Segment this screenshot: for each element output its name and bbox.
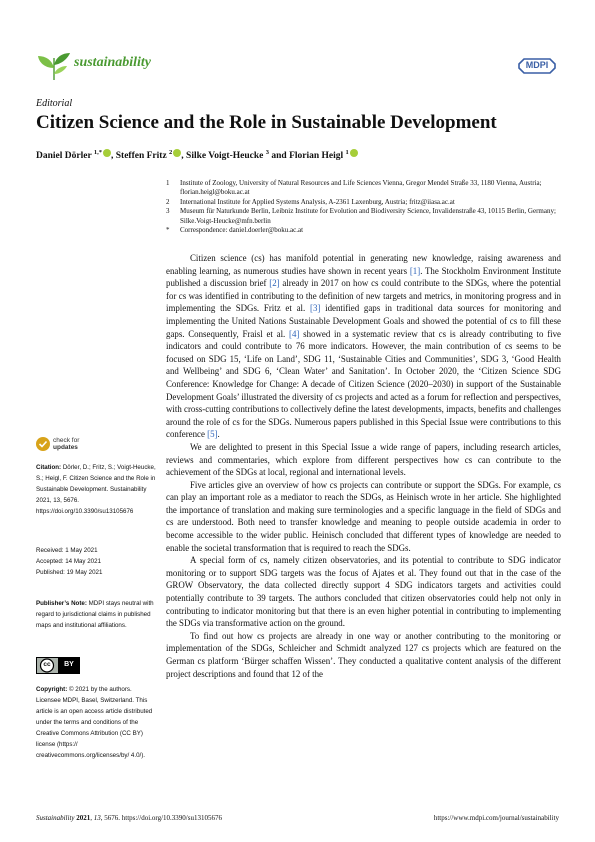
orcid-icon[interactable] xyxy=(103,149,111,157)
body-text: To find out how cs projects are already in one way or another contributing to the monitoring or implementation of the SDGs, Schleicher and Schmidt analyzed 127 cs projects which are featured on the German cs platform ‘Bürger schaffen Wissen’. They conducted a qualitative content analysis of the different project descriptions and found that 12 of the xyxy=(166,630,561,679)
citation-link[interactable]: [3] xyxy=(310,303,321,314)
publication-date: Published: 19 May 2021 xyxy=(36,569,103,576)
publisher-note xyxy=(36,598,158,631)
publication-date: Accepted: 14 May 2021 xyxy=(36,558,102,565)
orcid-icon[interactable] xyxy=(350,149,358,157)
publisher-name: MDPI xyxy=(525,60,549,70)
footer-year: 2021 xyxy=(74,814,91,822)
article-type: Editorial xyxy=(36,98,73,109)
affiliation-item xyxy=(166,179,566,198)
body-text: We are delighted to present in this Special Issue a wide range of papers, including research articles, reviews and commentaries, which explore from different perspectives how cs can contribute to the achievement of the SDGs at local, regional and international levels. xyxy=(166,441,561,478)
body-text: . xyxy=(217,429,220,440)
affiliation-text: International Institute for Applied Systems Analysis, A-2361 Laxenburg, Austria; fritz@iiasa.ac.at xyxy=(180,197,455,206)
citation-link[interactable]: [5] xyxy=(207,429,218,440)
copyright-label: Copyright: xyxy=(36,686,68,693)
publisher-note-text: MDPI stays neutral with regard to jurisdictional claims in published maps and institutional affiliations. xyxy=(36,600,154,629)
author-affiliation-marker: 1,* xyxy=(93,149,102,156)
updates-line1: check for xyxy=(53,437,80,444)
publisher-logo xyxy=(516,56,558,76)
author-name: Florian Heigl xyxy=(289,151,346,162)
body-text: A special form of cs, namely citizen observatories, and its potential to contribute to SDG indicator monitoring or to support SDG targets was the focus of Ajates et al. They found out that in the case of the GROW Observatory, the data collected directly support 4 SDG indicators targets and activities could potentially contribute to 39 targets. The authors concluded that citizen observatories could help not only in contributing to indicator monitoring but that there is an even higher potential in contributing to implementing the SDGs via transformative action on the ground. xyxy=(166,555,561,629)
author-affiliation-marker: 3 xyxy=(265,149,269,156)
affiliation-number: 3 xyxy=(166,207,170,216)
affiliation-text: Institute of Zoology, University of Natural Resources and Life Sciences Vienna, Gregor Mendel Straße 33, 1180 Vienna, Austria; florian.heigl@boku.ac.at xyxy=(180,179,542,197)
publisher-note-label: Publisher’s Note: xyxy=(36,600,87,607)
journal-logo xyxy=(36,50,72,84)
body-paragraph xyxy=(166,252,561,441)
affiliation-text: Correspondence: daniel.doerler@boku.ac.at xyxy=(180,226,304,235)
body-text: Citizen science (cs) has manifold potential in generating new knowledge, raising awareness and enabling learning, as numerous studies have shown in recent years xyxy=(166,253,561,276)
article-title: Citizen Science and the Role in Sustainable Development xyxy=(36,112,497,133)
affiliation-number: * xyxy=(166,226,170,235)
author-affiliation-marker: 2 xyxy=(169,149,173,156)
body-text: Five articles give an overview of how cs projects can contribute or support the SDGs. For example, cs can play an important role as a mediator to reach the SDGs, as Heinisch wrote in her article. She highlighted the importance of translation and making sure terminologies and a specific language in the field of SDGs and cs are understood. Both need to transfer knowledge and meaning to people outside academia in order to become accessible to the wider public. Heinisch concluded that different types of knowledge are needed to enable the societal transformation that is required to reach the SDGs. xyxy=(166,479,561,553)
footer-citation: Sustainability 2021, 13, 5676. https://doi.org/10.3390/su13105676 xyxy=(36,814,222,822)
affiliations xyxy=(166,179,566,235)
body-paragraph xyxy=(166,479,561,555)
cc-label: cc xyxy=(43,661,51,668)
citation-link[interactable]: [1] xyxy=(409,265,421,276)
author-name: Silke Voigt-Heucke xyxy=(186,151,266,162)
affiliation-item xyxy=(166,198,566,207)
citation-link[interactable]: [2] xyxy=(269,278,280,289)
author-affiliation-marker: 1 xyxy=(345,149,349,156)
check-updates-icon xyxy=(36,437,50,451)
author-list: Daniel Dörler $^{1,*}$ , Steffen Fritz $^2$ , Silke Voigt-Heucke $^3$ and Florian Heigl $^1$ xyxy=(36,149,358,161)
affiliation-number: 1 xyxy=(166,179,170,187)
citation-label: Citation: xyxy=(36,464,62,471)
author-name: Steffen Fritz xyxy=(115,151,170,162)
updates-line2: updates xyxy=(53,444,78,451)
article-body xyxy=(166,252,561,680)
copyright-block xyxy=(36,684,158,761)
footer-journal-url[interactable]: https://www.mdpi.com/journal/sustainability xyxy=(433,814,559,822)
check-for-updates-badge[interactable] xyxy=(36,437,79,451)
cc-by-license-badge[interactable] xyxy=(36,657,80,674)
publication-dates xyxy=(36,545,158,578)
citation-link[interactable]: [4] xyxy=(289,328,300,339)
by-label: BY xyxy=(64,661,74,668)
publication-date: Received: 1 May 2021 xyxy=(36,547,98,554)
body-text: identified gaps in traditional data sources for monitoring and implementing the United Nations Sustainable Development Goals and showed the potential of cs to fill these gaps. Consequently, Fraisl et al. xyxy=(166,303,562,339)
body-paragraph xyxy=(166,441,561,479)
body-paragraph xyxy=(166,554,561,630)
footer-volume: 13 xyxy=(93,814,101,822)
journal-name: sustainability xyxy=(74,55,152,70)
body-text: showed in a systematic review that cs is already contributing to five indicators and could contribute to 76 more indicators. However, the main contribution of cs seems to be focused on SDG 15, ‘Life on Land’, SDG 11, ‘Sustainable Cities and Communities’, SDG 3, ‘Good Health and Wellbeing’ and SDG 6, ‘Clean Water’ and Sanitation’. In October 2020, the ‘Citizen Science SDG Conference: Knowledge for Change: A decade of Citizen Science (2020–2030) in support of the Sustainable Development Goals’ illustrated the diversity of cs projects and acted as a forum for reflection and perspectives, with cross-cutting contributions to collectively define the latest developments, impacts, benefits and challenges around the role of cs for the SDGs. Numerous papers published in this Special Issue were contributions to this conference xyxy=(166,328,561,440)
affiliation-item xyxy=(166,226,566,235)
affiliation-number: 2 xyxy=(166,197,170,206)
affiliation-text: Museum für Naturkunde Berlin, Leibniz Institute for Evolution and Biodiversity Science, Invalidenstraße 43, 10115 Berlin, Germany; Silke.Voigt-Heucke@mfn.berlin xyxy=(180,207,556,225)
orcid-icon[interactable] xyxy=(173,149,181,157)
citation-block xyxy=(36,462,158,517)
footer-journal: Sustainability xyxy=(36,814,75,822)
body-text: . The Stockholm Environment Institute published a discussion brief xyxy=(166,265,561,289)
author-name: Daniel Dörler xyxy=(36,151,94,162)
citation-text: Dörler, D.; Fritz, S.; Voigt-Heucke, S.; Heigl, F. Citizen Science and the Role in Sustainable Development. Sustainability 2021, 13, 5676. https://doi.org/10.3390/su13105676 xyxy=(36,464,156,515)
affiliation-item xyxy=(166,207,566,226)
copyright-text: © 2021 by the authors. Licensee MDPI, Basel, Switzerland. This article is an open access article distributed under the terms and conditions of the Creative Commons Attribution (CC BY) license (https:// creativecommons.org/licenses/by/ 4.0/). xyxy=(36,686,153,759)
footer-rest: 5676. https://doi.org/10.3390/su13105676 xyxy=(104,814,222,822)
body-text: already in 2017 on how cs could contribute to the SDGs, where the potential for cs was identified in contributing to the definition of new targets and metrics, in monitoring progress and in implementing the SDGs. Fritz et al. xyxy=(166,278,561,314)
body-paragraph xyxy=(166,630,561,680)
